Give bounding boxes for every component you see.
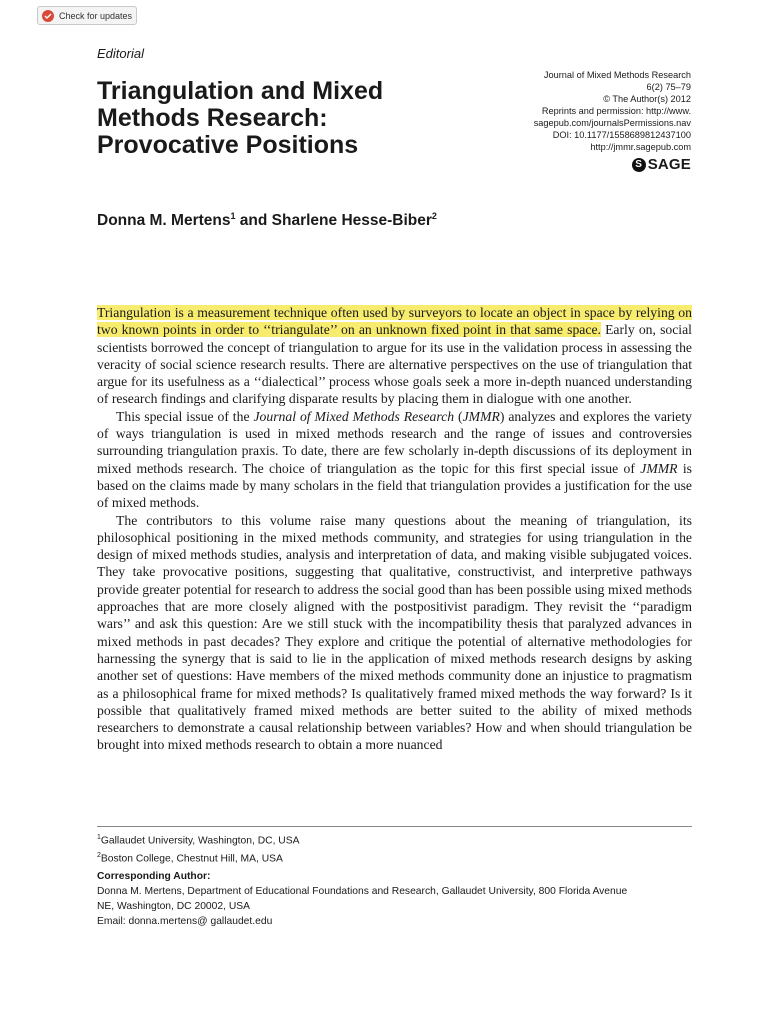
author-conjunction: and [235,212,272,230]
paragraph-2-text-c: ) analyzes and explores the variety of ways triangulation is used in mixed methods research and the range of issues and controversies surrounding triangulation praxis. To date, there are few scholarly in-depth discussions of its deployment in mixed methods research. The choice of triangulation as the topic for this first special issue of [97,408,692,476]
sage-logo [632,156,691,173]
paragraph-1 [97,304,692,408]
affiliation-2 [97,848,299,866]
corresponding-address-1: Donna M. Mertens, Department of Educational Foundations and Research, Gallaudet University, 800 Florida Avenue [97,886,628,897]
journal-volume: 6(2) 75–79 [646,82,691,92]
article-body [97,304,692,754]
paragraph-2-text-b: ( [454,408,463,424]
corresponding-author [97,869,697,929]
affiliations [97,830,299,867]
author-list [97,211,437,230]
corresponding-email[interactable]: Email: donna.mertens@ gallaudet.edu [97,916,273,927]
sage-logo-icon: S [632,158,646,172]
journal-abbr-italic-2: JMMR [640,460,678,476]
affiliation-2-text: Boston College, Chestnut Hill, MA, USA [100,853,283,865]
paragraph-2 [97,408,692,512]
author-1: Donna M. Mertens [97,212,231,230]
affiliation-1 [97,830,299,848]
paragraph-3: The contributors to this volume raise many questions about the meaning of triangulation, its philosophical positioning in the mixed methods community, and strategies for using triangulation in the design of mixed methods studies, analysis and interpretation of data, and making visible subjugated voices. They take provocative positions, suggesting that qualitative, constructivist, and interpretive pathways provide greater potential for research to address the social good than has been possible using mixed methods approaches that are more closely aligned with the postpositivist paradigm. They revisit the ‘‘paradigm wars’’ and ask this question: Are we still stuck with the incompatibility thesis that paralyzed advances in mixed methods in past decades? They explore and critique the potential of alternative methodologies for harnessing the synergy that is said to lie in the application of mixed methods research designs by asking another set of questions: Have members of the mixed methods community done an injustice to pragmatism as a philosophical frame for mixed methods? Is qualitatively framed mixed methods the way forward? Is it possible that qualitatively framed mixed methods are better suited to the ability of mixed methods researchers to demonstrate a causal relationship between variables? How and when should triangulation be brought into mixed methods research to obtain a more nuanced [97,512,692,753]
journal-name: Journal of Mixed Methods Research [543,70,691,80]
journal-info [471,69,691,153]
author-2: Sharlene Hesse-Biber [271,212,432,230]
journal-title-italic: Journal of Mixed Methods Research [253,408,455,424]
paragraph-2-text-d: is based on the claims made by many scholars in the field that triangulation provides a justification for the use of mixed methods. [97,460,692,511]
section-label: Editorial [97,46,144,61]
paragraph-2-text-a: This special issue of the [116,408,254,424]
affiliation-1-number: 1 [97,834,101,841]
publisher-name: SAGE [647,156,691,173]
author-1-affiliation: 1 [230,211,236,221]
affiliation-2-number: 2 [97,852,101,860]
copyright: © The Author(s) 2012 [603,94,691,104]
corresponding-address-2: NE, Washington, DC 20002, USA [97,901,251,912]
highlighted-text[interactable]: Triangulation is a measurement technique often used by surveyors to locate an object in space by relying on two known points in order to ‘‘triangulate’’ on an unknown fixed point in that same space. [97,305,692,338]
corresponding-heading: Corresponding Author: [97,871,211,882]
article-title: Triangulation and Mixed Methods Research: Provocative Positions [97,77,384,159]
footnote-divider [97,826,692,827]
author-2-affiliation: 2 [431,211,437,221]
paragraph-1-text: Early on, social scientists borrowed the concept of triangulation to argue for its use in the validation process in assessing the veracity of social science research results. There are alternative perspectives on the use of triangulation that argue for its usefulness as a ‘‘dialectical’’ process whose goals seek a more in-depth nuanced understanding of research findings and clarifying disparate results by placing them in dialogue with one another. [97,322,692,407]
journal-abbr-italic: JMMR [462,408,500,424]
affiliation-1-text: Gallaudet University, Washington, DC, USA [100,835,300,847]
update-check-icon [42,10,54,22]
check-for-updates-button[interactable] [37,6,137,25]
permissions-line-1: Reprints and permission: http://www. [541,106,691,116]
doi: DOI: 10.1177/1558689812437100 [552,130,691,140]
permissions-line-2[interactable]: sagepub.com/journalsPermissions.nav [533,118,691,128]
check-for-updates-label: Check for updates [59,10,133,21]
journal-url[interactable]: http://jmmr.sagepub.com [590,142,691,152]
